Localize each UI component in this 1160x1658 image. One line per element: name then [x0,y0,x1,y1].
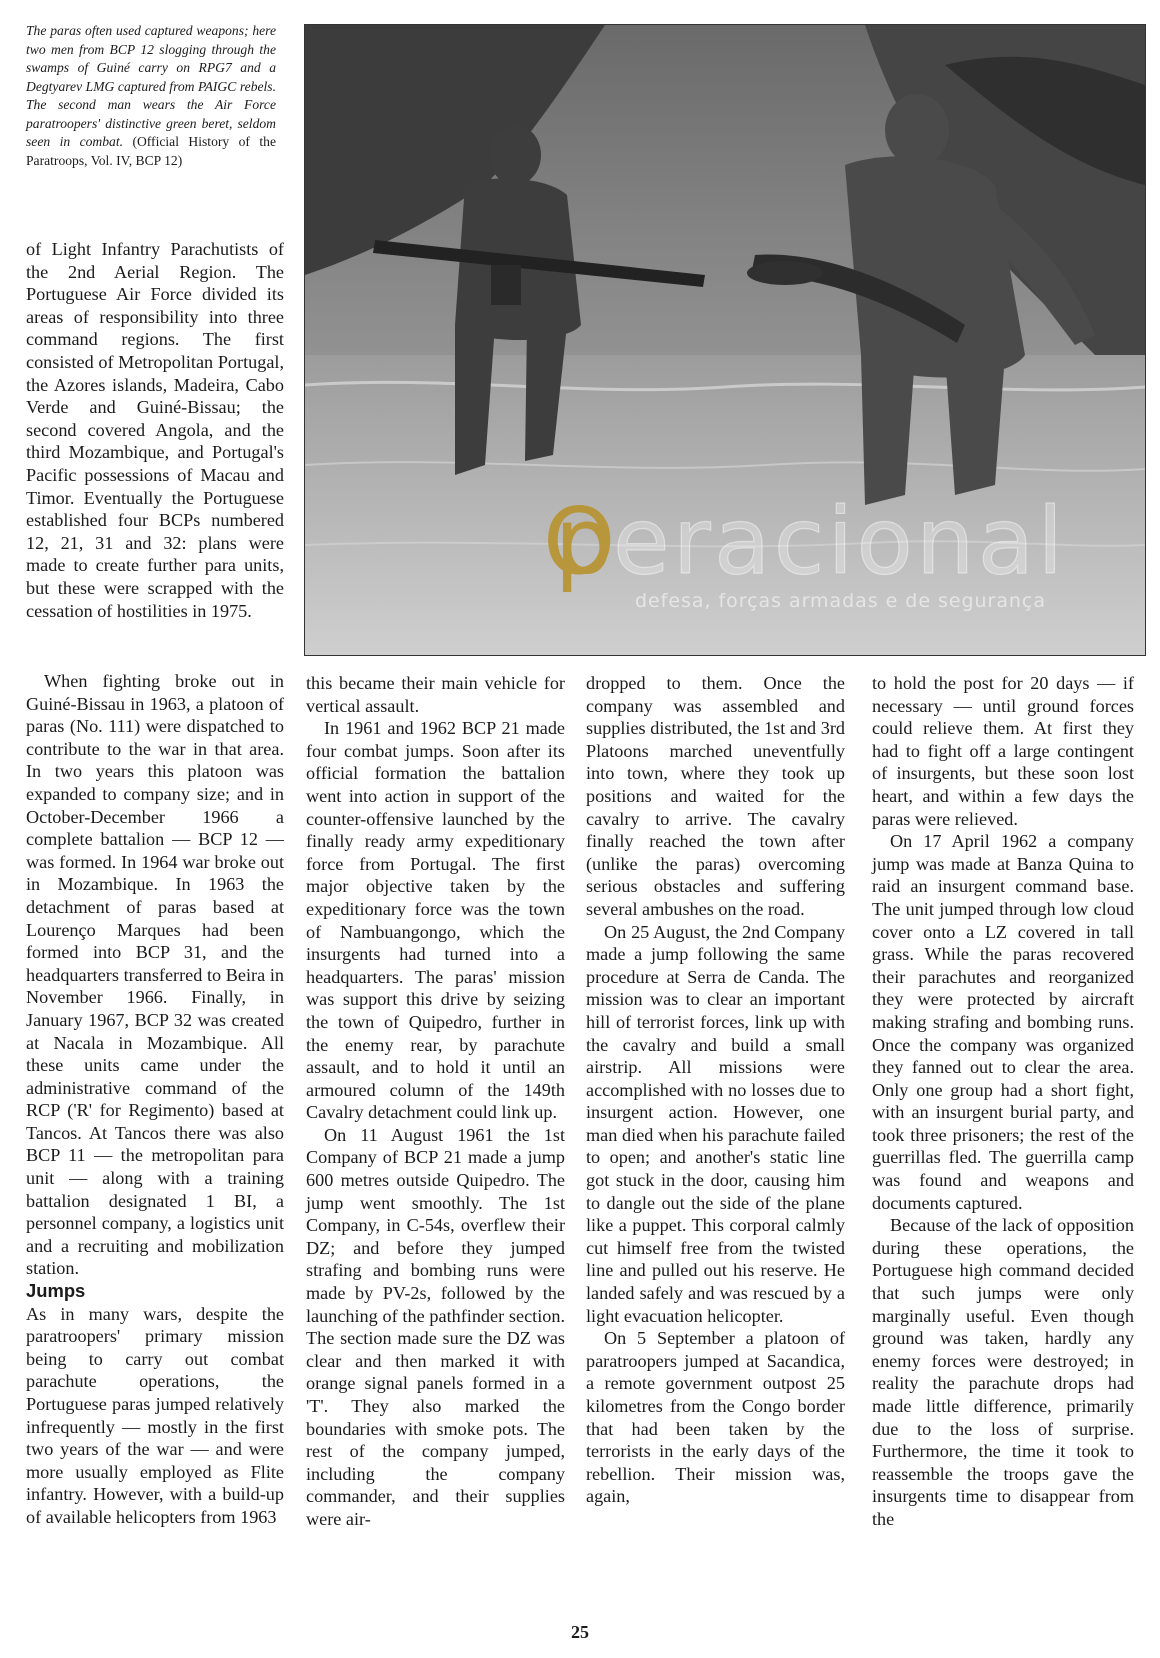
watermark-brand-rest: eracional [613,488,1063,595]
photo-image [305,25,1145,655]
paragraph: On 5 September a platoon of paratroopers jumped at Sacandica, a remote government outpost 25 kilometres from the Congo border that had been taken by the terrorists in the early days of the rebellion. Their mission was, again, [586,1328,845,1507]
column-2 [306,672,565,1531]
caption-text: The paras often used captured weapons; here two men from BCP 12 slogging through the swamps of Guiné carry on RPG7 and a Degtyarev LMG captured from PAIGC rebels. The second man wears the Air Force paratroopers' distinctive green beret, seldom seen in combat. [26,23,276,149]
column-3 [586,672,845,1508]
paragraph: this became their main vehicle for vertical assault. [306,673,565,716]
caption-credit: (Official History of the Paratroops, Vol. IV, BCP 12) [26,134,276,168]
paragraph: When fighting broke out in Guiné-Bissau in 1963, a platoon of paras (No. 111) were dispatched to contribute to the war in that area. In two years this platoon was expanded to company size; and in October-December 1966 a complete battalion — BCP 12 — was formed. In 1964 war broke out in Mozambique. In 1963 the detachment of paras based at Lourenço Marques had been formed into BCP 31, and the headquarters transferred to Beira in November 1966. Finally, in January 1967, BCP 32 was created at Nacala in Mozambique. All these units came under the administrative command of the RCP ('R' for Regimento) based at Tancos. At Tancos there was also BCP 11 — the metropolitan para unit — along with a training battalion designated 1 BI, a personnel company, a logistics unit and a recruiting and mobilization station. [26,671,284,1279]
section-heading-jumps: Jumps [26,1280,86,1302]
paragraph: dropped to them. Once the company was assembled and supplies distributed, the 1st and 3rd Platoons marched uneventfully into town, where they took up positions and waited for the cavalry to arrive. The cavalry finally reached the town after (unlike the paras) overcoming serious obstacles and suffering several ambushes on the road. [586,673,845,919]
photo-caption [26,22,276,170]
paragraph: to hold the post for 20 days — if necessary — until ground forces could relieve them. At first they had to fight off a large contingent of insurgents, but these soon lost heart, and within a few days the paras were relieved. [872,673,1134,829]
paragraph: On 17 April 1962 a company jump was made at Banza Quina to raid an insurgent command base. The unit jumped through low cloud cover onto a LZ covered in tall grass. While the paras recovered their parachutes and reorganized they were protected by aircraft making strafing and bombing runs. Once the company was organized they fanned out to clear the area. Only one group had a short fight, with an insurgent burial party, and took three prisoners; the rest of the guerrillas fled. The guerrilla camp was found and weapons and documents captured. [872,831,1134,1213]
paragraph: Because of the lack of opposition during these operations, the Portuguese high command decided that such jumps were only marginally useful. Even though ground was taken, hardly any enemy forces were destroyed; in reality the parachute drops had made little difference, primarily due to the loss of surprise. Furthermore, the time it took to reassemble the troops gave the insurgents time to disappear from the [872,1215,1134,1529]
paragraph: On 11 August 1961 the 1st Company of BCP 21 made a jump 600 metres outside Quipedro. The jump went smoothly. The 1st Company, in C-54s, overflew their DZ; and before they jumped strafing and bombing runs were made by PV-2s, followed by the launching of the pathfinder section. The section made sure the DZ was clear and then marked it with orange signal panels formed in a 'T'. They also marked the boundaries with smoke pots. The rest of the company jumped, including the company commander, and their supplies were air- [306,1124,565,1529]
paragraph: As in many wars, despite the paratroopers' primary mission being to carry out combat parachute operations, the Portuguese paras jumped relatively infrequently — mostly in the first two years of the war — and were more usually employed as Flite infantry. However, with a build-up of available helicopters from 1963 [26,1303,284,1527]
column-1-top [26,238,284,622]
paragraph: In 1961 and 1962 BCP 21 made four combat jumps. Soon after its official formation the battalion went into action in support of the counter-offensive launched by the finally ready army expeditionary force from Portugal. The first major objective taken by the expeditionary force was the town of Nambuangongo, which the insurgents had turned into a headquarters. The paras' mission was support this drive by seizing the town of Quipedro, further in the enemy rear, by parachute assault, and to hold it until an armoured column of the 149th Cavalry detachment could link up. [306,718,565,1123]
watermark-tagline: defesa, forças armadas e de segurança [635,590,1045,612]
page-number: 25 [571,1622,589,1642]
column-4 [872,672,1134,1531]
paragraph: On 25 August, the 2nd Company made a jump following the same procedure at Serra de Canda. The mission was to clear an important hill of terrorist forces, link up with the cavalry and build a small airstrip. All missions were accomplished with no losses due to insurgent action. However, one man died when his parachute failed to open; and another's static line got stuck in the door, causing him to dangle out the side of the plane like a puppet. This corporal calmly cut himself free from the twisted line and pulled out his reserve. He landed safely and was rescued by a light evacuation helicopter. [586,921,845,1326]
watermark-brand-accent: Op [543,488,616,595]
paragraph: of Light Infantry Parachutists of the 2nd Aerial Region. The Portuguese Air Force divided its areas of responsibility into three command regions. The first consisted of Metropolitan Portugal, the Azores islands, Madeira, Cabo Verde and Guiné-Bissau; the second covered Angola, and the third Mozambique, and Portugal's Pacific possessions of Macau and Timor. Eventually the Portuguese established four BCPs numbered 12, 21, 31 and 32: plans were made to create further para units, but these were scrapped with the cessation of hostilities in 1975. [26,239,284,621]
watermark [543,488,1063,612]
photo-paratroopers-swamp [304,24,1146,656]
column-1-bottom [26,670,284,1529]
